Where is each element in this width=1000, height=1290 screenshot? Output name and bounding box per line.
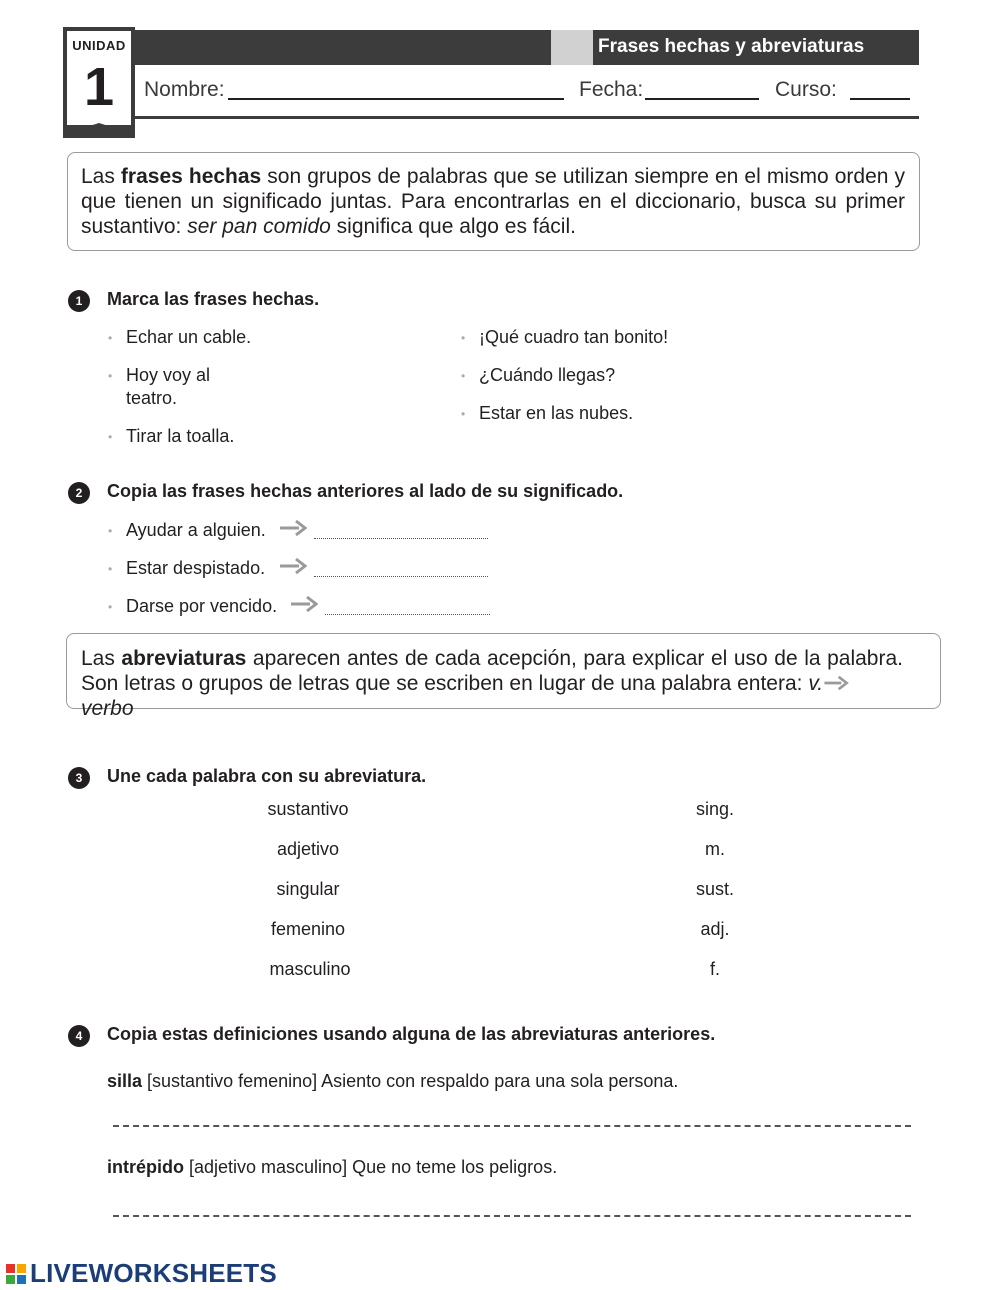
abbr-example-meaning: verbo	[81, 697, 134, 720]
name-label: Nombre:	[144, 78, 225, 101]
exercise-1-number: 1	[68, 290, 90, 312]
exercise-2-title: Copia las frases hechas anteriores al lado de su significado.	[107, 481, 624, 501]
answer-line-2[interactable]	[113, 1215, 911, 1217]
arrow-right-icon	[290, 595, 318, 613]
abbreviation-item[interactable]: m.	[705, 839, 725, 859]
abbreviations-text: Las abreviaturas aparecen antes de cada acepción, para explicar el uso de la palabra. Son letras o grupos de letras que se escriben en lugar de una palabra entera: v. verbo	[81, 647, 903, 720]
abbreviation-item[interactable]: f.	[709, 959, 720, 979]
abbreviation-item[interactable]: sing.	[695, 799, 735, 819]
example-phrase: ser pan comido	[187, 215, 331, 238]
course-label: Curso:	[775, 78, 837, 101]
ex1-option[interactable]: • Tirar la toalla.	[126, 425, 266, 448]
title-bar-accent	[551, 30, 593, 65]
ex2-meaning: • Ayudar a alguien.	[126, 519, 266, 542]
word-item[interactable]: adjetivo	[276, 839, 340, 859]
page-title: Frases hechas y abreviaturas	[598, 36, 865, 57]
ex1-option[interactable]: • ¡Qué cuadro tan bonito!	[479, 326, 739, 349]
arrow-right-icon	[279, 557, 307, 575]
date-label: Fecha:	[579, 78, 644, 101]
word-item[interactable]: masculino	[269, 959, 351, 979]
ex2-answer-field[interactable]	[314, 538, 488, 539]
term-abreviaturas: abreviaturas	[121, 647, 247, 670]
ex1-option[interactable]: • Hoy voy al teatro.	[126, 364, 238, 410]
exercise-3-title: Une cada palabra con su abreviatura.	[107, 766, 427, 786]
name-field[interactable]	[228, 98, 564, 100]
answer-line-1[interactable]	[113, 1125, 911, 1127]
liveworksheets-logo: LIVEWORKSHEETS	[6, 1258, 277, 1289]
date-field[interactable]	[645, 98, 759, 100]
exercise-2-number: 2	[68, 482, 90, 504]
word-item[interactable]: sustantivo	[267, 799, 349, 819]
unit-label: UNIDAD	[72, 38, 126, 53]
ex1-option[interactable]: • ¿Cuándo llegas?	[479, 364, 739, 387]
term-frases-hechas: frases hechas	[120, 165, 262, 188]
word-item[interactable]: singular	[276, 879, 340, 899]
ex2-answer-field[interactable]	[314, 576, 488, 577]
exercise-4-title: Copia estas definiciones usando alguna de las abreviaturas anteriores.	[107, 1024, 716, 1044]
arrow-right-icon	[823, 675, 849, 691]
abbreviation-item[interactable]: adj.	[700, 919, 730, 939]
ex2-answer-field[interactable]	[325, 614, 490, 615]
intro-text: Las frases hechas son grupos de palabras que se utilizan siempre en el mismo orden y que tienen un significado juntas. Para encontrarlas en el diccionario, busca su primer sustantivo: ser pan comido significa que algo es fácil.	[81, 165, 905, 238]
definition-intrepido: intrépido [adjetivo masculino] Que no teme los peligros.	[107, 1157, 558, 1177]
word-item[interactable]: femenino	[270, 919, 346, 939]
unit-number: 1	[83, 57, 115, 117]
ex2-meaning: • Darse por vencido.	[126, 595, 277, 618]
exercise-3-number: 3	[68, 767, 90, 789]
exercise-4-number: 4	[68, 1025, 90, 1047]
abbr-example: v.	[808, 672, 824, 695]
unit-badge-notch	[67, 123, 131, 133]
ex2-meaning: • Estar despistado.	[126, 557, 265, 580]
exercise-1-title: Marca las frases hechas.	[107, 289, 320, 309]
definition-silla: silla [sustantivo femenino] Asiento con respaldo para una sola persona.	[107, 1071, 679, 1091]
unit-badge	[63, 27, 135, 138]
liveworksheets-logo-icon	[6, 1264, 26, 1284]
arrow-right-icon	[279, 519, 307, 537]
header-divider	[135, 116, 919, 119]
abbreviation-item[interactable]: sust.	[695, 879, 734, 899]
course-field[interactable]	[850, 98, 910, 100]
ex1-option[interactable]: • Estar en las nubes.	[479, 402, 739, 425]
ex1-option[interactable]: • Echar un cable.	[126, 326, 266, 349]
